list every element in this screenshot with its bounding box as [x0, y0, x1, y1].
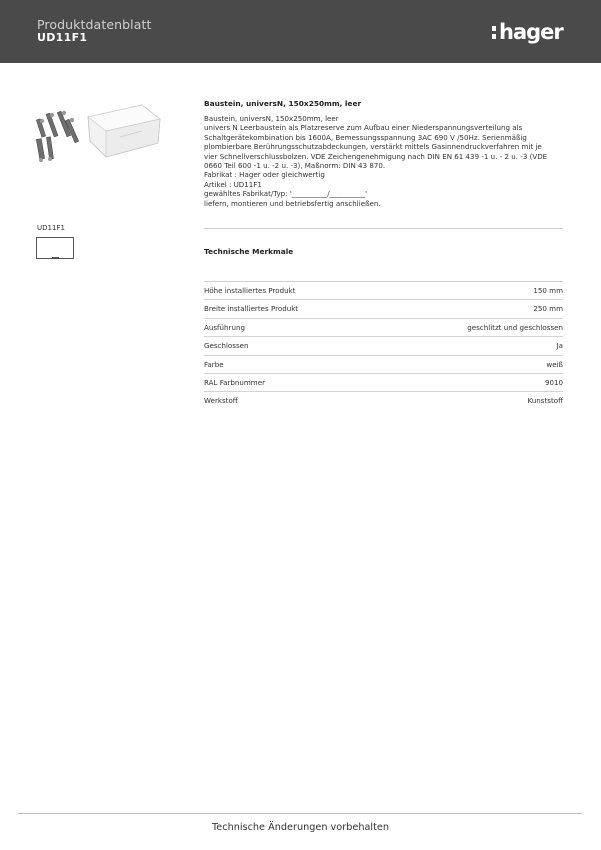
- circuit-symbol-icon: [36, 237, 74, 259]
- product-title: Baustein, universN, 150x250mm, leer: [204, 99, 362, 108]
- spec-value: Kunststoff: [527, 396, 563, 406]
- spec-label: Höhe installiertes Produkt: [204, 286, 296, 295]
- spec-row: [204, 392, 563, 409]
- spec-value: geschlitzt und geschlossen: [467, 322, 563, 332]
- brand-logo-text: hager: [499, 19, 563, 44]
- description-line: Fabrikat : Hager oder gleichwertig: [204, 170, 325, 180]
- spec-label: RAL Farbnummer: [204, 377, 265, 387]
- document-type: Produktdatenblatt: [37, 17, 152, 32]
- description-line: gewähltes Fabrikat/Typ: '__________/__________': [204, 189, 368, 199]
- spec-table: [204, 282, 563, 410]
- page-header: [0, 0, 601, 63]
- spec-label: Farbe: [204, 359, 224, 369]
- description-line: liefern, montieren und betriebsfertig anschließen.: [204, 198, 381, 208]
- description-line: vier Schnellverschlussbolzen. VDE Zeichengenehmigung nach DIN EN 61 439 -1 u. - 2 u. -3 (VDE: [204, 151, 548, 161]
- description-text: [204, 114, 566, 208]
- description-line: univers N Leerbaustein als Platzreserve zum Aufbau einer Niederspannungsverteilung als: [204, 123, 523, 133]
- spec-label: Werkstoff: [204, 396, 238, 406]
- spec-row: [204, 356, 563, 374]
- spec-row: [204, 300, 563, 318]
- article-number: UD11F1: [37, 31, 88, 44]
- spec-value: 250 mm: [533, 304, 563, 314]
- spec-value: weiß: [546, 359, 563, 369]
- spec-row: [204, 319, 563, 337]
- spec-value: 9010: [544, 377, 563, 387]
- spec-label: Geschlossen: [204, 341, 249, 351]
- product-photo-icon: [36, 97, 164, 177]
- spec-row: [204, 282, 563, 300]
- logo-mark-icon: [492, 26, 496, 39]
- divider: [204, 228, 563, 229]
- description-line: Schaltgerätekombination bis 1600A, Bemessungsspannung 3AC 690 V /50Hz. Serienmäßig: [204, 132, 527, 142]
- footer-note: Technische Änderungen vorbehalten: [212, 822, 389, 833]
- spec-row: [204, 337, 563, 355]
- symbol-label: UD11F1: [37, 224, 65, 232]
- spec-value: Ja: [556, 341, 563, 351]
- spec-value: 150 mm: [533, 286, 563, 295]
- spec-label: Ausführung: [204, 322, 245, 332]
- product-description: [204, 99, 566, 208]
- footer-divider: [18, 813, 582, 814]
- spec-row: [204, 374, 563, 392]
- brand-logo: [492, 19, 572, 45]
- description-line: plombierbare Berührungsschutzabdeckungen, verstärkt mittels Gasinnendruckverfahren mit je: [204, 142, 542, 152]
- section-title: Technische Merkmale: [204, 247, 294, 256]
- description-line: Artikel : UD11F1: [204, 179, 262, 189]
- spec-label: Breite installiertes Produkt: [204, 304, 299, 314]
- description-line: 0660 Teil 600 -1 u. -2 u. -3), Maßnorm: DIN 43 870.: [204, 161, 386, 171]
- description-line: Baustein, universN, 150x250mm, leer: [204, 114, 339, 123]
